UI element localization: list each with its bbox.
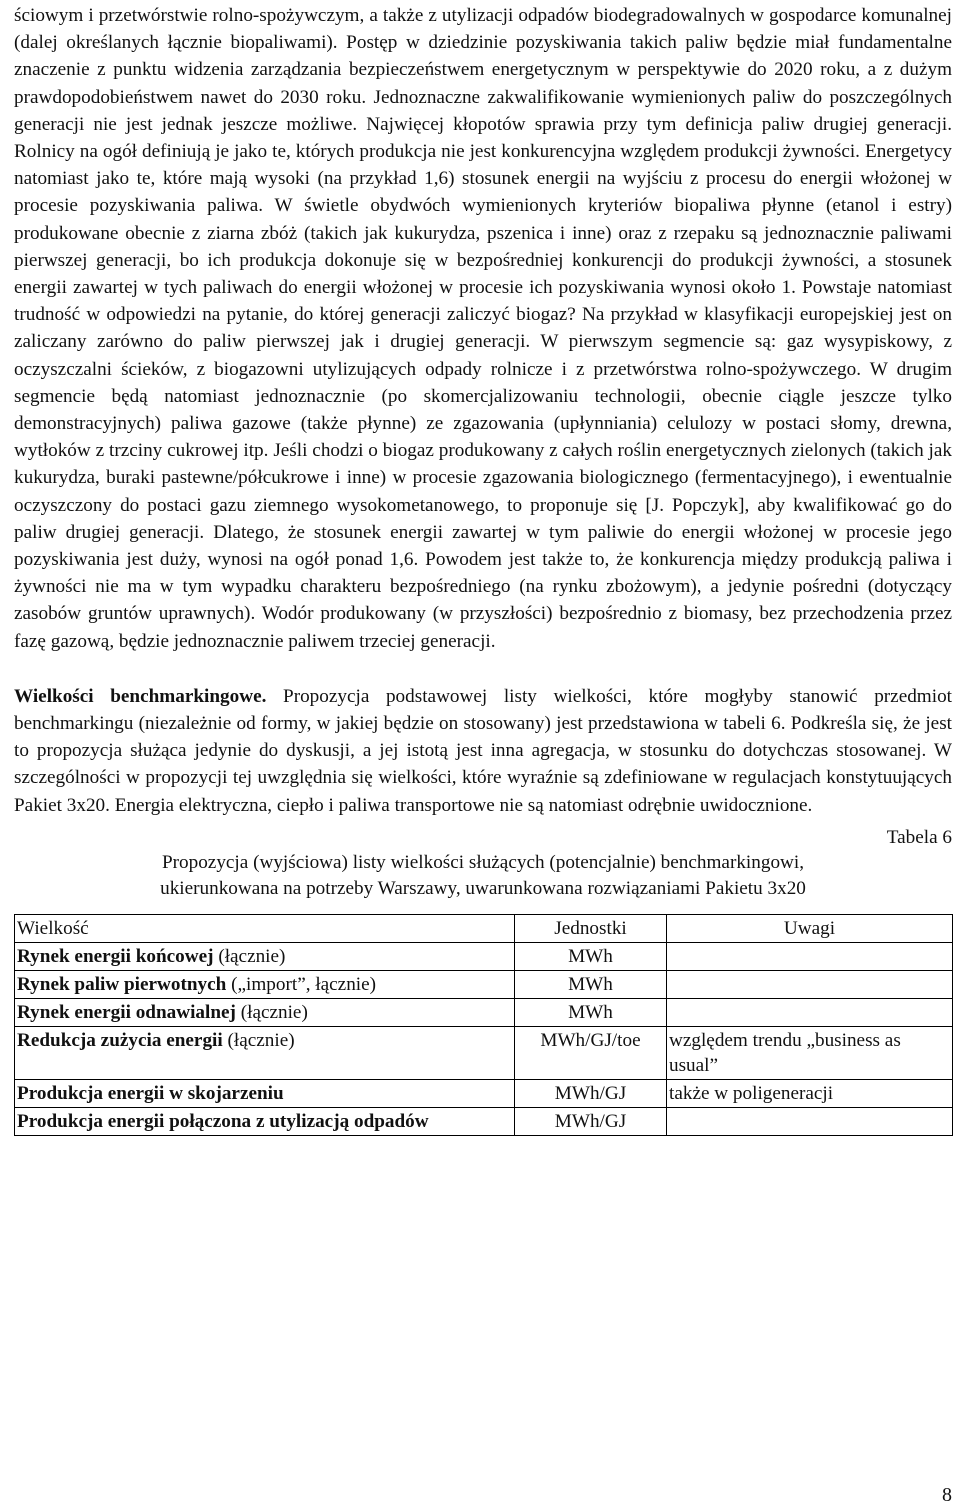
quantity-cell: [15, 1079, 515, 1107]
table-row: [15, 970, 953, 998]
header-cell-notes: Uwagi: [667, 914, 953, 942]
note-cell: [667, 998, 953, 1026]
quantity-name: Produkcja energii w skojarzeniu: [17, 1082, 284, 1104]
quantity-cell: [15, 970, 515, 998]
unit-cell: MWh: [515, 970, 667, 998]
note-cell: względem trendu „business as usual”: [667, 1026, 953, 1079]
table-row: [15, 942, 953, 970]
note-cell: [667, 1107, 953, 1135]
document-page: [14, 2, 952, 1136]
quantity-name: Produkcja energii połączona z utylizacją odpadów: [17, 1110, 429, 1132]
table-row: [15, 1079, 953, 1107]
benchmark-paragraph: [14, 683, 952, 819]
quantity-name: Rynek energii odnawialnej: [17, 1001, 236, 1023]
table-label: Tabela 6: [886, 826, 952, 848]
quantity-name: Rynek paliw pierwotnych: [17, 973, 227, 995]
quantity-name: Redukcja zużycia energii: [17, 1029, 223, 1051]
table-header-row: [15, 914, 953, 942]
benchmark-text: Propozycja podstawowej listy wielkości, które mogłyby stanowić przedmiot benchmarkingu (niezależnie od formy, w jakiej będzie on stosowany) jest przedstawiona w tabeli 6. Podkreśla się, że jest to propozycja służąca jedynie do dyskusji, a jej istotą jest inna agregacja, w stosunku do dotychczas stosowanej. W szczególności w propozycji tej uwzględnia się wielkości, które wyraźnie są zdefiniowane w regulacjach konstytuujących Pakiet 3x20. Energia elektryczna, ciepło i paliwa transportowe nie są natomiast odrębnie uwidocznione.: [14, 685, 952, 816]
table-caption-line2: ukierunkowana na potrzeby Warszawy, uwarunkowana rozwiązaniami Pakietu 3x20: [160, 877, 806, 899]
unit-cell: MWh: [515, 998, 667, 1026]
quantity-cell: [15, 942, 515, 970]
unit-cell: MWh/GJ: [515, 1107, 667, 1135]
quantity-qualifier: (łącznie): [235, 1001, 308, 1023]
quantity-cell: [15, 998, 515, 1026]
header-cell-quantity: Wielkość: [15, 914, 515, 942]
quantity-qualifier: (łącznie): [222, 1029, 295, 1051]
table-row: [15, 1026, 953, 1079]
quantity-name: Rynek energii końcowej: [17, 945, 214, 967]
benchmark-table: [14, 914, 953, 1136]
note-cell: [667, 942, 953, 970]
unit-cell: MWh/GJ: [515, 1079, 667, 1107]
note-cell: także w poligeneracji: [667, 1079, 953, 1107]
quantity-cell: [15, 1107, 515, 1135]
unit-cell: MWh/GJ/toe: [515, 1026, 667, 1079]
table-row: [15, 998, 953, 1026]
header-cell-units: Jednostki: [515, 914, 667, 942]
quantity-qualifier: (łącznie): [213, 945, 286, 967]
quantity-cell: [15, 1026, 515, 1079]
unit-cell: MWh: [515, 942, 667, 970]
body-paragraph: ściowym i przetwórstwie rolno-spożywczym, a także z utylizacji odpadów biodegradowalnych w gospodarce komunalnej (dalej określanych łącznie biopaliwami). Postęp w dziedzinie pozyskiwania takich paliw będzie miał fundamentalne znaczenie z punktu widzenia zarządzania bezpieczeństwem energetycznym w perspektywie do 2020 roku, a z dużym prawdopodobieństwem nawet do 2030 roku. Jednoznaczne zakwalifikowanie wymienionych paliw do poszczególnych generacji nie jest jednak jeszcze możliwe. Najwięcej kłopotów sprawia przy tym definicja paliw drugiej generacji. Rolnicy na ogół definiują je jako te, których produkcja nie jest konkurencyjna względem produkcji żywności. Energetycy natomiast jako te, które mają wysoki (na przykład 1,6) stosunek energii na wyjściu z procesu do energii włożonej w procesie pozyskiwania paliwa. W świetle obydwóch wymienionych kryteriów biopaliwa płynne (etanol i estry) produkowane obecnie z ziarna zbóż (takich jak kukurydza, pszenica i inne) oraz z rzepaku są jednoznacznie paliwami pierwszej generacji, bo ich produkcja dokonuje się w bezpośredniej konkurencji do produkcji żywności, a stosunek energii zawartej w tych paliwach do energii włożonej w procesie ich pozyskiwania wynosi około 1. Powstaje natomiast trudność w odpowiedzi na pytanie, do której generacji zaliczyć biogaz? Na przykład w klasyfikacji europejskiej jest on zaliczany zarówno do paliw pierwszej jak i drugiej generacji. W pierwszym segmencie są: gaz wysypiskowy, z oczyszczalni ścieków, z biogazowni utylizujących odpady rolnicze i z przetwórstwa rolno-spożywczego. W drugim segmencie będą natomiast jednoznacznie (po skomercjalizowaniu technologii, obecnie ciągle jeszcze tylko demonstracyjnych) paliwa gazowe (także płynne) ze zgazowania (upłynniania) celulozy w postaci słomy, drewna, wytłoków z trzciny cukrowej itp. Jeśli chodzi o biogaz produkowany z całych roślin energetycznych zielonych (takich jak kukurydza, buraki pastewne/półcukrowe i inne) w procesie zgazowania biologicznego (fermentacyjnego), i ewentualnie oczyszczony do postaci gazu ziemnego wysokometanowego, to proponuje się [J. Popczyk], aby kwalifikować go do paliw drugiej generacji. Dlatego, że stosunek energii zawartej w tym paliwie do energii włożonej w procesie jego pozyskiwania jest duży, wynosi na ogół ponad 1,6. Powodem jest także to, że konkurencja między produkcją paliwa i żywności nie ma w tym wypadku charakteru bezpośredniego (na rynku zbożowym), a jedynie pośredni (dotyczący zasobów gruntów uprawnych). Wodór produkowany (w przyszłości) bezpośrednio z biomasy, bez przechodzenia przez fazę gazową, będzie jednoznacznie paliwem trzeciej generacji.: [14, 5, 952, 652]
quantity-qualifier: („import”, łącznie): [226, 973, 377, 995]
table-row: [15, 1107, 953, 1135]
note-cell: [667, 970, 953, 998]
section-heading: Wielkości benchmarkingowe.: [14, 685, 267, 707]
table-caption-line1: Propozycja (wyjściowa) listy wielkości służących (potencjalnie) benchmarkingowi,: [161, 851, 805, 873]
page-number: 8: [942, 1484, 952, 1506]
